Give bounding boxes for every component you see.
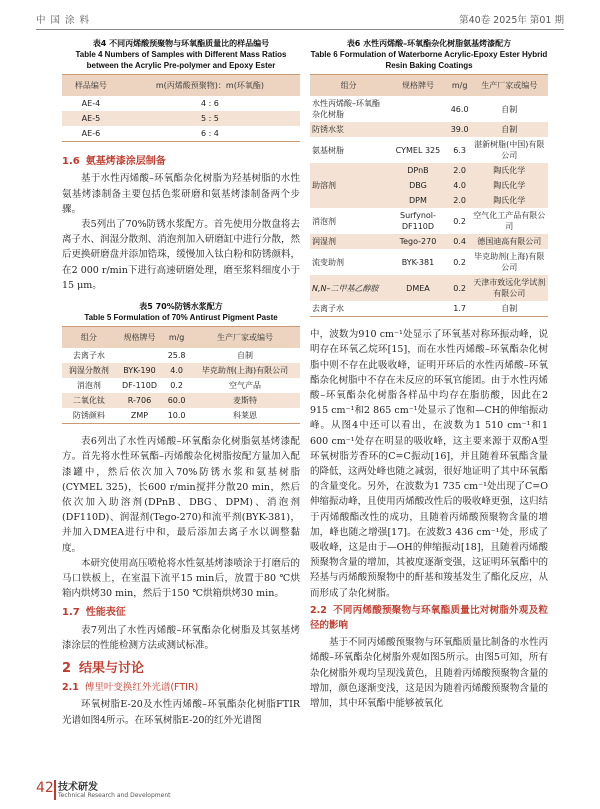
table-row (62, 96, 300, 111)
table-cell: 陶氏化学 (471, 178, 548, 193)
table4-caption-en: Table 4 Numbers of Samples with Different Mass Ratios between the Acrylic Pre-polymer and Epoxy Ester (75, 50, 287, 70)
chapter-2-heading: 2 结果与讨论 (62, 661, 145, 677)
table-cell: ZMP (130, 411, 149, 421)
table6-header: 生产厂家或编号 (471, 75, 548, 97)
table-cell: 去离子水 (72, 351, 105, 361)
table6-header: 组分 (310, 75, 387, 97)
table-cell: 2.0 (449, 193, 471, 208)
table-cell: N,N–二甲基乙醇胺 (310, 275, 387, 301)
paragraph: 本研究使用高压喷枪将水性氨基烤漆喷涂于打磨后的马口铁板上，在室温下流平15 min后，放置于80 ℃烘箱内烘烤30 min，然后于150 ℃烘箱烘烤30 min。 (62, 557, 300, 600)
table-cell: 氨基树脂 (312, 145, 344, 155)
page-number: 42 (36, 780, 54, 796)
table-row (310, 301, 548, 317)
table-cell (116, 348, 164, 363)
table-cell: 0.2 (449, 275, 471, 301)
table-cell: 水性丙烯酸–环氧酯杂化树脂 (312, 99, 380, 120)
table-row (310, 234, 548, 249)
table-row (62, 393, 300, 408)
table-cell: DPnB (387, 163, 449, 178)
table-row (62, 378, 300, 393)
table-cell: 毕克助剂(上海)有限公司 (474, 252, 545, 273)
table-cell: 0.2 (453, 216, 466, 226)
table-cell: 湛新树脂(中国)有限公司 (474, 140, 545, 161)
table-row (310, 249, 548, 275)
table5-caption-en: Table 5 Formulation of 70% Antirust Pigment Paste (84, 313, 278, 323)
header-rule (36, 29, 564, 30)
table-cell: 润湿分散剂 (62, 363, 116, 378)
table6-caption-en: Table 6 Formulation of Waterborne Acrylic-Epoxy Ester Hybrid Resin Baking Coatings (310, 50, 548, 70)
table-cell: BYK-381 (401, 257, 435, 267)
table5-caption-cn: 表5 70%防锈水浆配方 (139, 302, 223, 312)
table-cell: 39.0 (449, 122, 471, 137)
table-cell: 防锈颜料 (72, 411, 105, 421)
table6-caption-cn: 表6 水性丙烯酸–环氧酯杂化树脂氨基烤漆配方 (346, 39, 512, 48)
table-cell: AE-6 (81, 129, 101, 139)
table-cell: 科莱恩 (232, 411, 257, 421)
table-cell: 0.2 (170, 381, 183, 391)
table5 (62, 326, 300, 424)
table-cell: BYK-190 (116, 363, 164, 378)
table-cell: AE-4 (81, 99, 101, 109)
paragraph: 基于不同丙烯酸预聚物与环氧酯质量比制备的水性丙烯酸–环氧酯杂化树脂外观如图5所示。由图5可知，所有杂化树脂外观均呈现浅黄色，且随着丙烯酸预聚物含量的增加，颜色逐渐变浅，这是因为随着丙烯酸预聚物含量的增加，其中环氧酯中能够被氧化 (310, 637, 548, 710)
table-cell: 2.0 (449, 163, 471, 178)
table-cell: CYMEL 325 (395, 145, 441, 155)
section-2-1-heading: 2.1 傅里叶变换红外光谱(FTIR) (62, 682, 199, 694)
footer-title: 技术研发 (58, 782, 98, 793)
table-cell: 天津市致远化学试剂有限公司 (471, 275, 548, 301)
table-cell: DPM (387, 193, 449, 208)
table-cell: 二氧化钛 (62, 393, 116, 408)
table-cell: R-706 (116, 393, 164, 408)
table-row (310, 96, 548, 122)
table-row (310, 208, 548, 234)
table-cell: 陶氏化学 (471, 193, 548, 208)
table-cell: 空气化工产品有限公司 (473, 211, 546, 232)
table6 (310, 74, 548, 317)
table-row (310, 137, 548, 163)
paragraph: 中，波数为910 cm⁻¹处显示了环氧基对称环振动峰，说明存在环氧乙烷环[15]，而在水性丙烯酸–环氧酯杂化树脂中则不存在此吸收峰，证明开环后的水性丙烯酸–环氧酯杂化树脂中不存在未反应的环氧官能团。由于水性丙烯酸–环氧酯杂化树脂各样品中均存在脂肪酸，因此在2 915 cm⁻¹和2 865 cm⁻¹处显示了饱和—CH的伸缩振动峰。从图4中还可以看出，在波数为1 510 cm⁻¹和1 600 cm⁻¹处存在明显的吸收峰，这主要来源于双酚A型环氧树脂芳香环的C=C振动[16]，并且随着环氧酯含量的降低，这两处峰也随之减弱，很好地证明了其中环氧酯的含量变化。另外，在波数为1 735 cm⁻¹处出现了C=O伸缩振动峰，且使用丙烯酸改性后的吸收峰更强，这归结于丙烯酸酯改性的成功，且随着丙烯酸预聚物含量的增加，峰也随之增强[17]。在波数3 436 cm⁻¹处，形成了吸收峰，这是由于—OH的伸缩振动[18]，且随着丙烯酸预聚物含量的增加，其被度逐渐变强，这证明环氧酯中的羟基与丙烯酸预聚物中的酐基和羧基发生了酯化反应，从而形成了杂化树脂。 (310, 329, 548, 599)
page-header (36, 8, 564, 30)
table-row (310, 122, 548, 137)
table-cell: Tego-270 (387, 234, 449, 249)
paragraph: 表6列出了水性丙烯酸–环氧酯杂化树脂氨基烤漆配方。首先将水性环氧酯–丙烯酸杂化树脂按配方量加入配漆罐中，然后依次加入70%防锈水浆和氨基树脂(CYMEL 325)，长600 r/min搅拌分散20 min，然后依次加入助溶剂(DPnB、DBG、DPM)、消泡剂(DF110D)、润湿剂(Tego-270)和流平剂(BYK-381)，并加入DMEA进行中和，最后添加去离子水以调整黏度。 (62, 436, 300, 554)
paragraph: 表5列出了70%防锈水浆配方。首先使用分散盘将去离子水、润湿分散剂、消泡剂加入研磨缸中进行分散，然后更换研磨盘并添加锆珠，缓慢加入钛白粉和防锈颜料，在2 000 r/min下进行高速研磨处理，磨至浆料细度小于15 μm。 (62, 219, 300, 291)
table-cell: DMEA (387, 275, 449, 301)
table-cell: 空气产品 (228, 381, 261, 391)
paragraph: 表7列出了水性丙烯酸–环氧酯杂化树脂及其氨基烤漆涂层的性能检测方法或测试标准。 (62, 624, 300, 651)
table-row (62, 111, 300, 126)
table-row (62, 363, 300, 378)
table-cell (387, 301, 449, 317)
table-row (310, 163, 548, 178)
table5-header: 规格牌号 (116, 327, 164, 349)
table-cell: 防锈水浆 (310, 122, 387, 137)
table4-header: 样品编号 (62, 75, 120, 97)
table5-header: m/g (163, 327, 190, 349)
section-2-2-heading: 2.2 不同丙烯酸预聚物与环氧酯质量比对树脂外观及粒径的影响 (310, 604, 548, 632)
table-cell: 0.2 (453, 257, 466, 267)
table-cell: 6.3 (453, 145, 466, 155)
table6-header: 规格牌号 (387, 75, 449, 97)
table-cell: 自制 (471, 122, 548, 137)
table-row (62, 126, 300, 142)
table-cell: 4.0 (449, 178, 471, 193)
table-cell: AE-5 (62, 111, 120, 126)
table4 (62, 74, 300, 142)
paragraph: 环氧树脂E-20及水性丙烯酸–环氧酯杂化树脂FTIR光谱如图4所示。在环氧树脂E-20的红外光谱图 (62, 699, 300, 726)
table-cell: 去离子水 (312, 304, 344, 314)
table-row (310, 275, 548, 301)
table4-caption-cn: 表4 不同丙烯酸预聚物与环氧酯质量比的样品编号 (92, 39, 270, 48)
section-1-6-heading: 1.6 氨基烤漆涂层制备 (62, 156, 166, 168)
table-cell: 4.0 (163, 363, 190, 378)
table-cell: Surfynol-DF110D (399, 211, 436, 232)
table-cell: 自制 (236, 351, 253, 361)
table-cell: 自制 (501, 104, 518, 114)
journal-name: 中 国 涂 料 (36, 15, 91, 26)
table-cell: 消泡剂 (312, 216, 336, 226)
right-column (310, 38, 548, 711)
footer-accent-bar (54, 780, 56, 800)
table-cell: 润湿剂 (310, 234, 387, 249)
issue-info: 第40卷 2025年 第01 期 (459, 15, 564, 26)
table5-header: 生产厂家或编号 (190, 327, 300, 349)
table-cell: 5 : 5 (120, 111, 300, 126)
table-cell: 麦斯特 (190, 393, 300, 408)
table-cell: 25.8 (167, 351, 186, 361)
table5-header: 组分 (62, 327, 116, 349)
table-cell: 0.4 (449, 234, 471, 249)
table-cell: DBG (387, 178, 449, 193)
table-cell: 德国迪高有限公司 (471, 234, 548, 249)
table-cell: 4 : 6 (200, 99, 219, 109)
table-cell: DF-110D (121, 381, 158, 391)
table4-header: m(丙烯酸预聚物)：m(环氧酯) (120, 75, 300, 97)
table-cell (387, 122, 449, 137)
left-column (62, 38, 300, 728)
table-cell: 1.7 (453, 304, 466, 314)
table-cell: 消泡剂 (76, 381, 101, 391)
table6-header: m/g (449, 75, 471, 97)
table-row (62, 348, 300, 363)
table-cell: 陶氏化学 (471, 163, 548, 178)
table-row (62, 408, 300, 424)
table-cell (387, 96, 449, 122)
paragraph: 基于水性丙烯酸–环氧酯杂化树脂为羟基树脂的水性氨基烤漆制备主要包括色浆研磨和氨基烤漆制备两个步骤。 (62, 173, 300, 215)
table-cell: 流变助剂 (312, 257, 344, 267)
footer-subtitle: Technical Research and Development (58, 792, 171, 799)
table-cell: 毕克助剂(上海)有限公司 (190, 363, 300, 378)
table-cell: 10.0 (167, 411, 186, 421)
table-cell: 46.0 (450, 104, 469, 114)
section-1-7-heading: 1.7 性能表征 (62, 607, 126, 619)
table-cell: 助溶剂 (310, 163, 387, 208)
table-cell: 60.0 (163, 393, 190, 408)
table-cell: 自制 (501, 304, 518, 314)
table-cell: 6 : 4 (200, 129, 219, 139)
